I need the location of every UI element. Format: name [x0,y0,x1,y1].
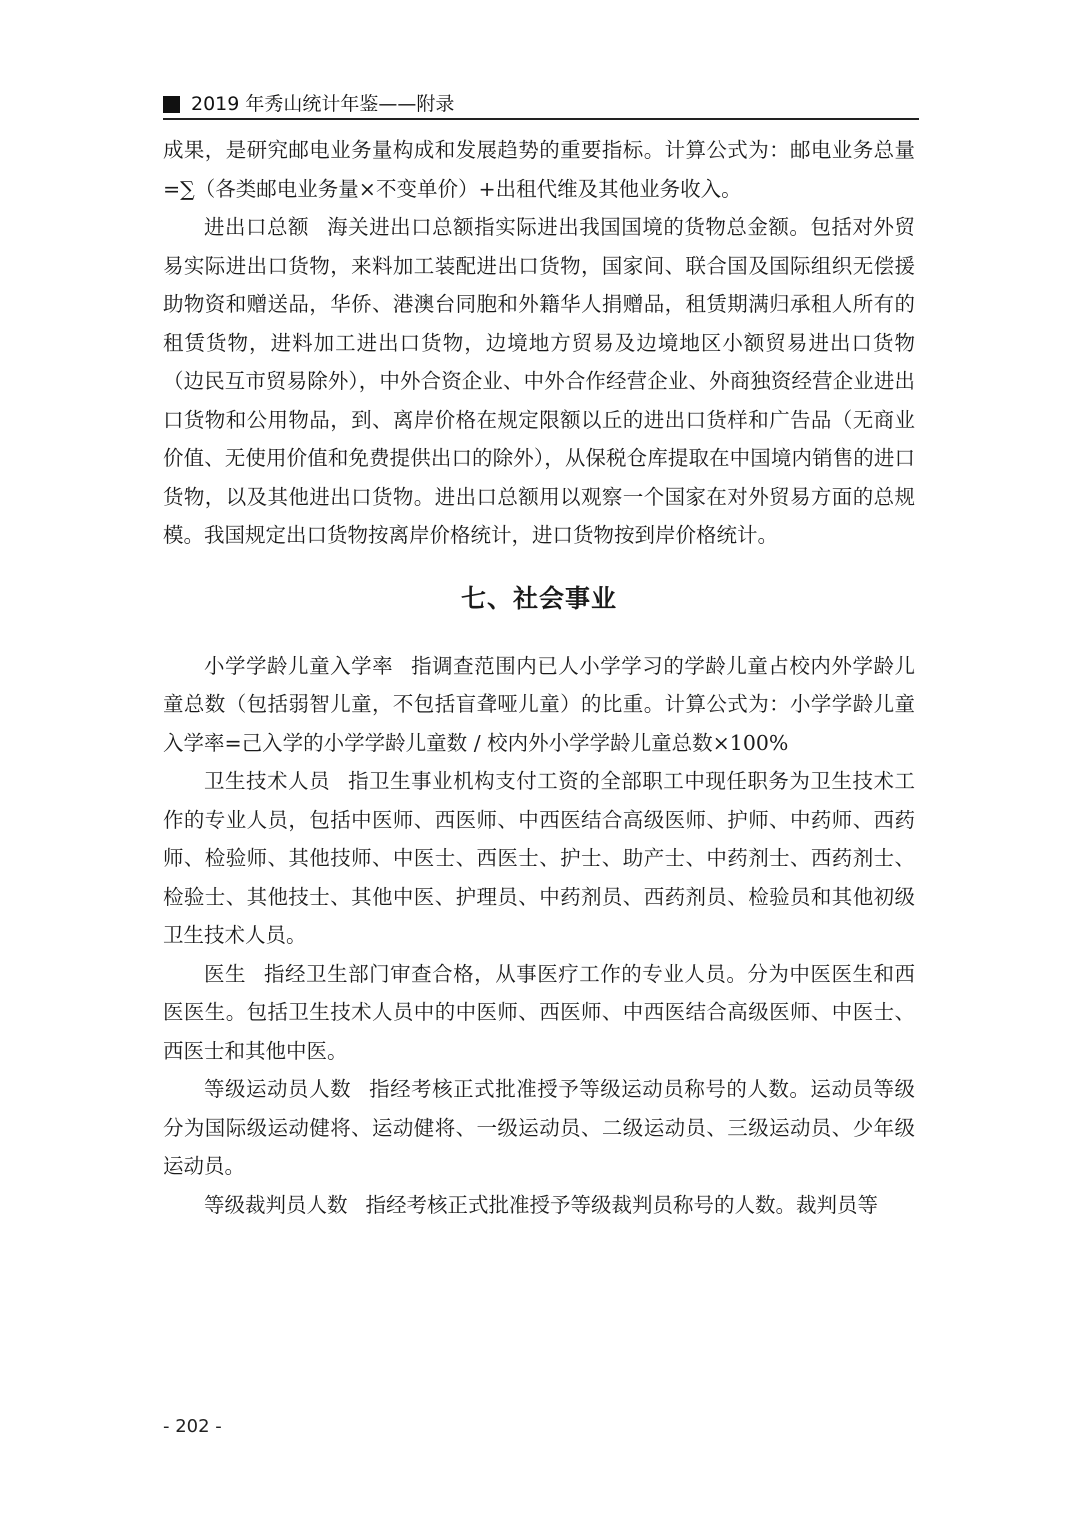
definition-text: 指经卫生部门审查合格，从事医疗工作的专业人员。分为中医医生和西医医生。包括卫生技术人员中的中医师、西医师、中西医结合高级医师、中医士、西医士和其他中医。 [163,961,915,1063]
definition-health-technicians [163,762,915,955]
definition-athletes [163,1070,915,1186]
definition-term: 医生 [204,961,247,986]
definition-text: 指调查范围内已人小学学习的学龄儿童占校内外学龄儿童总数（包括弱智儿童，不包括盲聋哑儿童）的比重。计算公式为：小学学龄儿童入学率=己入学的小学学龄儿童数 / 校内外小学学龄儿童总数×100% [163,653,915,755]
definition-term: 等级运动员人数 [204,1077,352,1101]
definition-term: 小学学龄儿童入学率 [204,653,394,678]
definition-referees [163,1186,915,1225]
paragraph-text: 成果，是研究邮电业务量构成和发展趋势的重要指标。计算公式为：邮电业务总量=∑（各类邮电业务量×不变单价）+出租代维及其他业务收入。 [163,138,915,201]
definition-term: 卫生技术人员 [204,769,331,793]
definition-text: 海关进出口总额指实际进出我国国境的货物总金额。包括对外贸易实际进出口货物，来料加工装配进出口货物，国家间、联合国及国际组织无偿援助物资和赠送品，华侨、港澳台同胞和外籍华人捐赠品，租赁期满归承租人所有的租赁货物，进料加工进出口货物，边境地方贸易及边境地区小额贸易进出口货物（边民互市贸易除外），中外合资企业、中外合作经营企业、外商独资经营企业进出口货物和公用物品，到、离岸价格在规定限额以丘的进出口货样和广告品（无商业价值、无使用价值和免费提供出口的除外），从保税仓库提取在中国境内销售的进口货物，以及其他进出口货物。进出口总额用以观察一个国家在对外贸易方面的总规模。我国规定出口货物按离岸价格统计，进口货物按到岸价格统计。 [163,215,915,547]
definition-enrollment-rate [163,647,915,763]
header-square-icon [163,96,180,113]
paragraph-continuation [163,131,915,208]
page-number: - 202 - [163,1416,222,1437]
definition-text: 指卫生事业机构支付工资的全部职工中现任职务为卫生技术工作的专业人员，包括中医师、西医师、中西医结合高级医师、护师、中药师、西药师、检验师、其他技师、中医士、西医士、护士、助产士、中药剂士、西药剂士、检验士、其他技士、其他中医、护理员、中药剂员、西药剂员、检验员和其他初级卫生技术人员。 [163,769,915,947]
definition-import-export [163,208,915,555]
page-content [163,131,915,1224]
section-title: 七、社会事业 [460,583,617,613]
definition-text: 指经考核正式批准授予等级裁判员称号的人数。裁判员等 [365,1192,878,1217]
running-header [163,92,919,120]
definition-text: 指经考核正式批准授予等级运动员称号的人数。运动员等级分为国际级运动健将、运动健将、一级运动员、二级运动员、三级运动员、少年级运动员。 [163,1077,915,1178]
definition-term: 进出口总额 [204,215,310,239]
definition-doctors [163,955,915,1071]
definition-term: 等级裁判员人数 [204,1192,348,1217]
header-title: 2019 年秀山统计年鉴——附录 [191,93,455,115]
